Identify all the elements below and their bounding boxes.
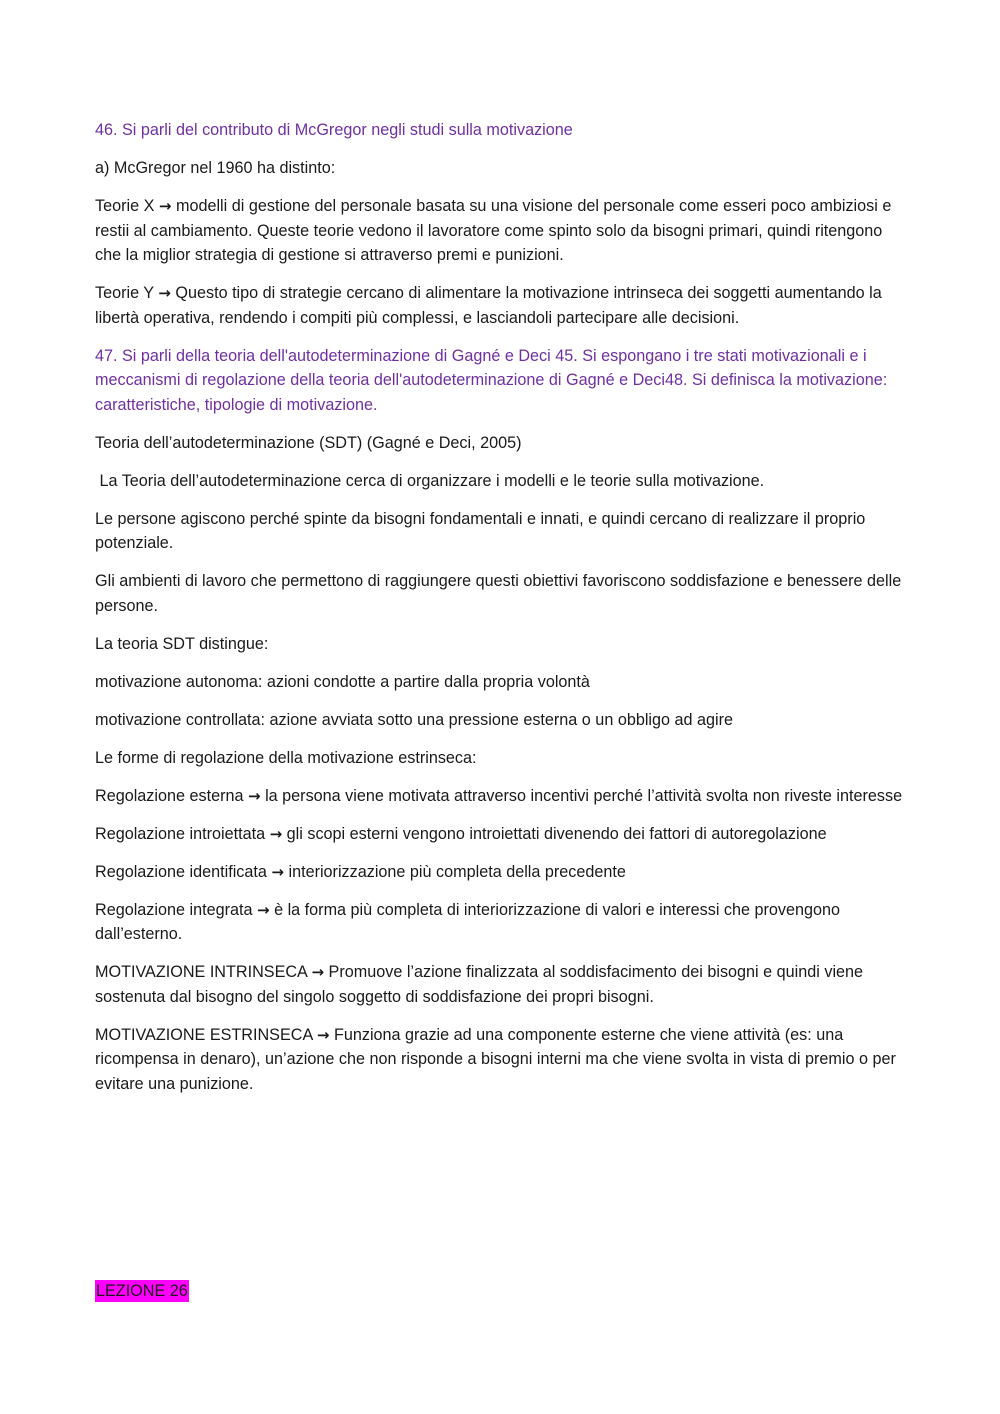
regolazione-identificata-label: Regolazione identificata [95,862,267,881]
regolazione-esterna-text: la persona viene motivata attraverso incentivi perché l’attività svolta non riveste interesse [265,786,903,805]
question-47: 47. Si parli della teoria dell'autodeterminazione di Gagné e Deci 45. Si espongano i tre stati motivazionali e i meccanismi di regolazione della teoria dell'autodeterminazione di Gagné e Deci48. Si definisca la motivazione: caratteristiche, tipologie di motivazione. [95,346,888,414]
regolazione-integrata-label: Regolazione integrata [95,900,253,919]
lesson-heading-highlight: LEZIONE 26 [96,1282,188,1300]
document-body [95,118,907,1110]
regolazione-introiettata-label: Regolazione introiettata [95,824,266,843]
regolazione-esterna-label: Regolazione esterna [95,786,244,805]
paragraph-sdt-distingue: La teoria SDT distingue: [95,634,269,653]
teorie-x-text: modelli di gestione del personale basata su una visione del personale come esseri poco ambiziosi e restii al cambiamento. Queste teorie vedono il lavoratore come spinto solo da bisogni primari, quindi ritengono che la miglior strategia di gestione si attraverso premi e punizioni. [95,197,892,264]
paragraph-regolazione-identificata [95,860,907,885]
teorie-y-label: Teorie Y [95,284,154,302]
motivazione-intrinseca-text: Promuove l’azione finalizzata al soddisfacimento dei bisogni e quindi viene sostenuta dal bisogno del singolo soggetto di soddisfazione dei propri bisogni. [95,963,864,1006]
paragraph-motivazione-autonoma: motivazione autonoma: azioni condotte a partire dalla propria volontà [95,672,590,691]
regolazione-introiettata-text: gli scopi esterni vengono introiettati divenendo dei fattori di autoregolazione [286,824,827,843]
motivazione-intrinseca-label: MOTIVAZIONE INTRINSECA [95,963,307,981]
paragraph-motivazione-controllata: motivazione controllata: azione avviata sotto una pressione esterna o un obbligo ad agire [95,710,734,729]
arrow-right-icon: → [158,197,172,215]
regolazione-integrata-text: è la forma più completa di interiorizzazione di valori e interessi che provengono dall’esterno. [95,900,841,943]
motivazione-estrinseca-text: Funziona grazie ad una componente esterne che viene attività (es: una ricompensa in denaro), un’azione che non risponde a bisogni interni ma che viene svolta in vista di premio o per evitare una punizione. [95,1025,896,1093]
arrow-right-icon: → [316,1025,330,1044]
paragraph-ambienti: Gli ambienti di lavoro che permettono di raggiungere questi obiettivi favoriscono soddisfazione e benessere delle persone. [95,572,902,615]
arrow-right-icon: → [271,862,284,881]
paragraph-regolazione-integrata [95,898,907,947]
paragraph-forme-regolazione: Le forme di regolazione della motivazione estrinseca: [95,748,477,767]
teorie-x-label: Teorie X [95,197,155,215]
paragraph-teorie-y [95,281,907,330]
motivazione-estrinseca-label: MOTIVAZIONE ESTRINSECA [95,1025,313,1044]
arrow-right-icon: → [311,963,325,981]
arrow-right-icon: → [257,900,270,919]
paragraph-persone: Le persone agiscono perché spinte da bisogni fondamentali e innati, e quindi cercano di realizzare il proprio potenziale. [95,509,866,552]
paragraph-motivazione-intrinseca [95,960,907,1009]
arrow-right-icon: → [248,786,261,805]
arrow-right-icon: → [269,824,283,843]
paragraph-teorie-x [95,194,907,268]
paragraph-regolazione-esterna [95,784,907,809]
arrow-right-icon: → [158,284,171,302]
regolazione-identificata-text: interiorizzazione più completa della precedente [288,862,626,881]
question-46: 46. Si parli del contributo di McGregor negli studi sulla motivazione [95,121,573,139]
paragraph-mcgregor-intro: a) McGregor nel 1960 ha distinto: [95,159,336,177]
paragraph-motivazione-estrinseca [95,1023,907,1097]
paragraph-sdt-title: Teoria dell’autodeterminazione (SDT) (Gagné e Deci, 2005) [95,433,522,452]
teorie-y-text: Questo tipo di strategie cercano di alimentare la motivazione intrinseca dei soggetti aumentando la libertà operativa, rendendo i compiti più complessi, e lasciandoli partecipare alle decisioni. [95,284,882,327]
paragraph-regolazione-introiettata [95,822,907,847]
paragraph-sdt-intro: La Teoria dell’autodeterminazione cerca di organizzare i modelli e le teorie sulla motivazione. [95,471,765,490]
